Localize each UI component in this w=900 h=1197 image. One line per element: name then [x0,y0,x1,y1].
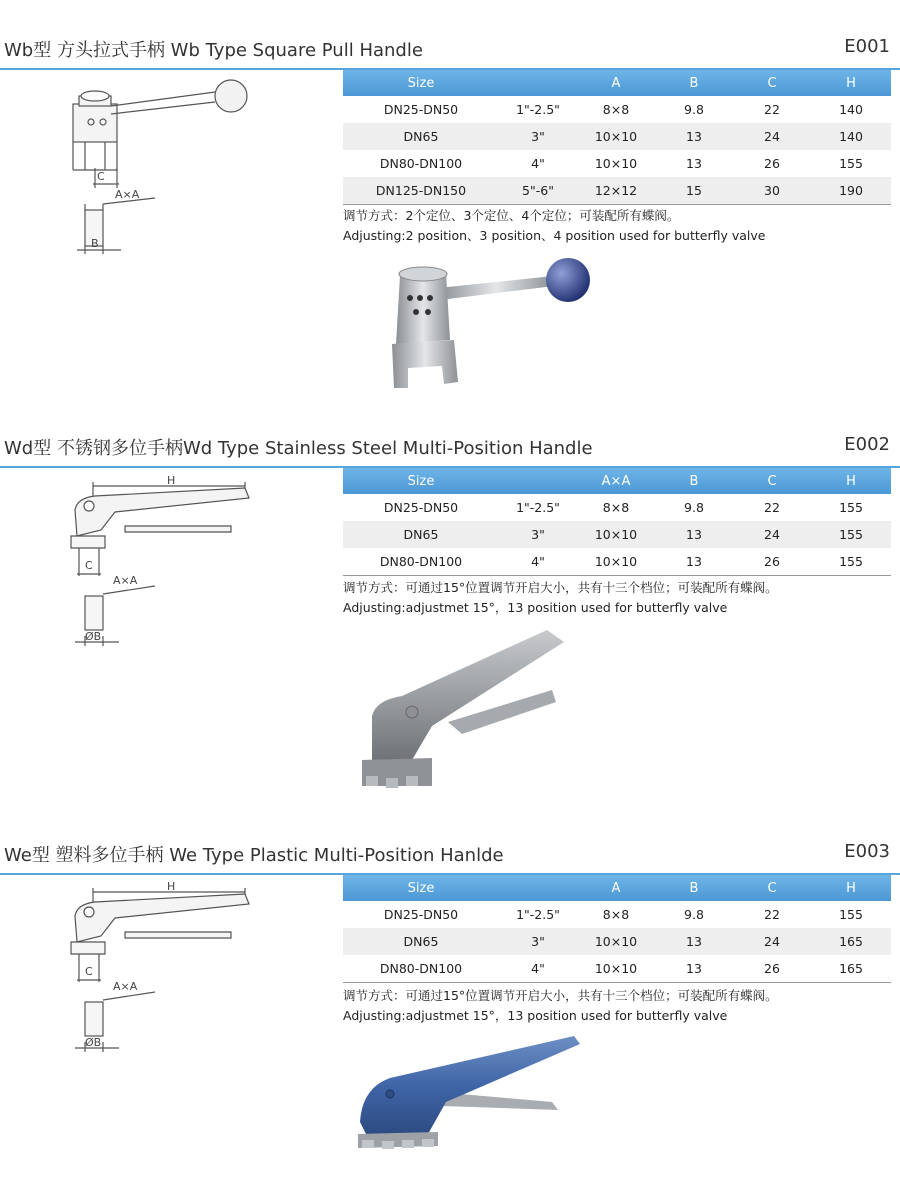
drawing-label: A×A [113,574,138,587]
technical-drawing-e002 [55,474,265,654]
col-header [499,875,577,901]
product-code-e003: E003 [844,841,890,862]
table-cell: 3" [499,123,577,150]
table-cell: 13 [655,928,733,955]
table-cell: 155 [811,548,891,576]
col-header: Size [343,468,499,494]
table-cell: 10×10 [577,548,655,576]
table-cell: 10×10 [577,123,655,150]
table-cell: 1"-2.5" [516,102,560,117]
table-cell: 140 [811,123,891,150]
section-title-e002: Wd型 不锈钢多位手柄Wd Type Stainless Steel Multi-Position Handle [4,438,593,459]
table-cell: 22 [764,102,780,117]
table-cell: 155 [839,907,863,922]
table-cell: 155 [811,521,891,548]
note-cn: 调节方式：2个定位、3个定位、4个定位；可装配所有蝶阀。 [343,208,680,223]
table-cell: DN65 [343,928,499,955]
table-cell: 24 [733,521,811,548]
table-cell: 8×8 [602,907,630,922]
table-cell: 165 [811,955,891,983]
note-en: Adjusting:adjustmet 15°，13 position used for butterfly valve [343,1008,728,1023]
table-cell: 140 [839,102,863,117]
table-row [343,901,891,928]
col-header: A [577,70,655,96]
table-cell: DN80-DN100 [343,955,499,983]
table-cell: 5"-6" [499,177,577,205]
drawing-label: ØB [85,630,102,643]
table-row [343,548,891,576]
table-row [343,150,891,177]
spec-table-e001 [343,70,891,205]
table-cell: 22 [764,500,780,515]
table-cell: 13 [655,123,733,150]
col-header: B [655,875,733,901]
table-cell: DN25-DN50 [383,102,459,117]
drawing-label: H [167,474,176,487]
drawing-label: C [97,170,105,183]
table-cell: DN65 [343,123,499,150]
table-cell: 13 [655,521,733,548]
table-cell: 10×10 [577,928,655,955]
table-cell: 1"-2.5" [516,907,560,922]
table-cell: 30 [733,177,811,205]
table-cell: 4" [499,955,577,983]
drawing-label: A×A [115,188,140,201]
table-cell: 3" [499,928,577,955]
col-header: H [811,468,891,494]
table-cell: 15 [655,177,733,205]
table-cell: 26 [733,548,811,576]
table-cell: DN125-DN150 [343,177,499,205]
table-cell: DN25-DN50 [383,907,459,922]
drawing-label: C [85,965,93,978]
col-header: C [733,875,811,901]
adjusting-note-e003 [343,986,778,1026]
col-header: C [733,70,811,96]
table-cell: DN80-DN100 [379,156,463,171]
table-cell: DN25-DN50 [383,500,459,515]
note-cn: 调节方式：可通过15°位置调节开启大小，共有十三个档位；可装配所有蝶阀。 [343,580,778,595]
product-photo-e003 [352,1030,584,1155]
table-cell: 8×8 [602,500,630,515]
table-cell: 155 [839,156,863,171]
drawing-label: B [91,237,99,250]
section-title-e003: We型 塑料多位手柄 We Type Plastic Multi-Position Hanlde [4,845,504,866]
spec-table-e003 [343,875,891,983]
table-cell: 9.8 [684,907,704,922]
col-header: H [811,875,891,901]
col-header: Size [343,70,499,96]
spec-table-e002 [343,468,891,576]
col-header: B [655,70,733,96]
technical-drawing-e001 [55,74,255,264]
table-cell: 22 [764,907,780,922]
table-row [343,928,891,955]
table-cell: DN65 [343,521,499,548]
section-title-e001: Wb型 方头拉式手柄 Wb Type Square Pull Handle [4,40,423,61]
drawing-label: C [85,559,93,572]
product-code-e001: E001 [844,36,890,57]
table-cell: 13 [655,548,733,576]
drawing-label: A×A [113,980,138,993]
product-code-e002: E002 [844,434,890,455]
table-header [343,468,891,494]
col-header [499,468,577,494]
note-en: Adjusting:2 position、3 position、4 position used for butterfly valve [343,228,766,243]
technical-drawing-e003 [55,880,265,1060]
table-cell: 190 [811,177,891,205]
adjusting-note-e002 [343,578,778,618]
table-cell: 165 [811,928,891,955]
table-cell: 8×8 [602,102,630,117]
table-row [343,494,891,521]
table-cell: 13 [686,156,702,171]
note-cn: 调节方式：可通过15°位置调节开启大小，共有十三个档位；可装配所有蝶阀。 [343,988,778,1003]
table-cell: 26 [733,955,811,983]
table-cell: 4" [499,548,577,576]
col-header: A [577,875,655,901]
table-cell: 4" [531,156,545,171]
table-row [343,955,891,983]
table-row [343,96,891,123]
drawing-label: H [167,880,176,893]
col-header: C [733,468,811,494]
table-cell: 1"-2.5" [516,500,560,515]
table-row [343,177,891,205]
table-header [343,70,891,96]
table-cell: DN80-DN100 [343,548,499,576]
table-cell: 24 [733,123,811,150]
table-cell: 10×10 [577,955,655,983]
table-header [343,875,891,901]
col-header: A×A [577,468,655,494]
product-photo-e002 [352,626,572,796]
col-header [499,70,577,96]
col-header: B [655,468,733,494]
table-cell: 26 [764,156,780,171]
note-en: Adjusting:adjustmet 15°，13 position used for butterfly valve [343,600,728,615]
table-row [343,521,891,548]
table-cell: 10×10 [594,156,638,171]
drawing-label: ØB [85,1036,102,1049]
table-cell: 24 [733,928,811,955]
table-cell: 3" [499,521,577,548]
table-cell: 10×10 [577,521,655,548]
table-cell: 13 [655,955,733,983]
table-row [343,123,891,150]
table-cell: 9.8 [684,500,704,515]
adjusting-note-e001 [343,206,765,246]
col-header: H [811,70,891,96]
table-cell: 9.8 [684,102,704,117]
table-cell: 12×12 [577,177,655,205]
product-photo-e001 [378,248,608,398]
col-header: Size [343,875,499,901]
table-cell: 155 [839,500,863,515]
